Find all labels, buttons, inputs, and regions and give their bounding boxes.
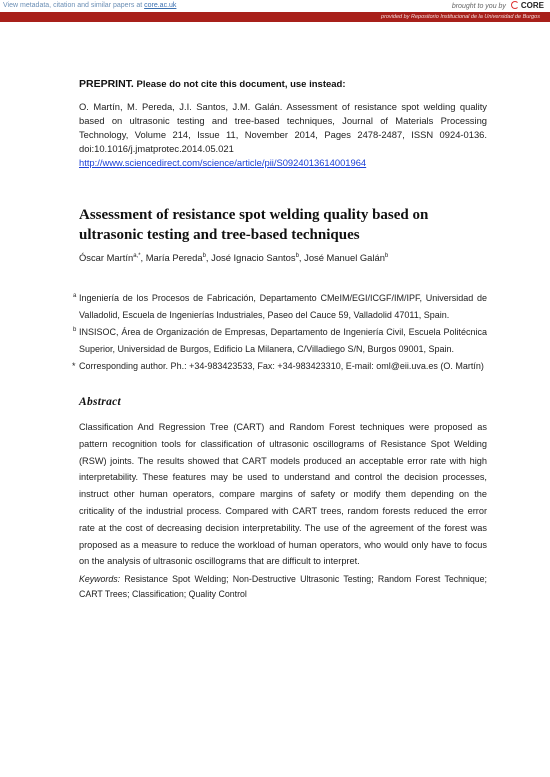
abstract-heading: Abstract [79, 396, 122, 408]
core-logo-icon [511, 1, 519, 9]
author: María Pereda$^b$ [145, 252, 206, 263]
author: Óscar Martín$^{a,*}$ [79, 252, 141, 263]
affiliation-mark: b [73, 327, 77, 333]
affiliation-mark: a [73, 293, 77, 299]
banner-right-text: brought to you by [451, 3, 506, 10]
preprint-notice [79, 78, 487, 90]
affiliation-a [73, 290, 487, 324]
core-metadata-text [3, 0, 176, 12]
citation [79, 100, 487, 170]
affiliation-text: INSISOC, Área de Organización de Empresas, Departamento de Ingeniería Civil, Escuela Politécnica Superior, Universidad de Burgos, Edificio La Milanera, C/Villadiego S/N, Burgos 09001, Spain. [79, 327, 487, 354]
preprint-message: Please do not cite this document, use instead: [136, 79, 346, 90]
core-banner [0, 0, 550, 12]
corresponding-text: Corresponding author. Ph.: +34-983423533, Fax: +34-983423310, E-mail: oml@eii.uva.es (O. Martín) [79, 361, 484, 371]
affiliation-b [73, 324, 487, 358]
abstract-body: Classification And Regression Tree (CART) and Random Forest techniques were proposed as pattern recognition tools for classification of ultrasonic oscillograms of Resistance Spot Welding (RSW) joints. The results showed that CART models produced an acceptable error rate with high interpretability. These features may be used to understand and control the decision processes, instruct other human operators, compare margins of safety or modify them depending on the criticality of the industrial process. Compared with CART trees, random forests reduced the error rate at the cost of decreasing decision interpretability. The use of the agreement of the forest was proposed as a measure to reduce the workload of human operators, who would only have to focus on the analysis of ultrasonic oscillograms that are difficult to interpret. [79, 422, 487, 567]
keywords-label: Keywords: [79, 574, 121, 584]
corresponding-mark: * [72, 361, 76, 371]
core-link[interactable]: core.ac.uk [144, 2, 177, 9]
keywords-text: Resistance Spot Welding; Non-Destructive Ultrasonic Testing; Random Forest Technique; CART Trees; Classification; Quality Control [79, 574, 487, 599]
keywords [79, 572, 487, 602]
preprint-label: PREPRINT. [79, 78, 134, 90]
author: José Ignacio Santos$^b$ [211, 252, 299, 263]
provider-bar [0, 12, 550, 22]
author: José Manuel Galán$^b$ [304, 252, 389, 263]
corresponding-author [72, 358, 487, 375]
affiliation-text: Ingeniería de los Procesos de Fabricación, Departamento CMeIM/EGI/ICGF/IM/IPF, Universidad de Valladolid, Escuela de Ingenierías Industriales, Paseo del Cauce 59, Valladolid 47011, Spain. [79, 293, 487, 320]
paper-title: Assessment of resistance spot welding quality based on ultrasonic testing and tree-based techniques [79, 207, 429, 243]
banner-left-text: View metadata, citation and similar papers at [3, 2, 145, 9]
author-list: Óscar Martín$^{a,*}$, María Pereda$^b$, José Ignacio Santos$^b$, José Manuel Galán$^b$ [79, 252, 389, 263]
provider-text: provided by Repositorio Institucional de la Universidad de Burgos [381, 14, 540, 20]
citation-text: O. Martín, M. Pereda, J.I. Santos, J.M. Galán. Assessment of resistance spot welding quality based on ultrasonic testing and tree-based techniques, Journal of Materials Processing Technology, Volume 214, Issue 11, November 2014, Pages 2478-2487, ISSN 0924-0136. doi:10.1016/j.jmatprotec.2014.05.021 [79, 101, 487, 154]
core-brand-name: CORE [520, 1, 544, 10]
citation-url-link[interactable]: http://www.sciencedirect.com/science/article/pii/S0924013614001964 [79, 157, 367, 168]
